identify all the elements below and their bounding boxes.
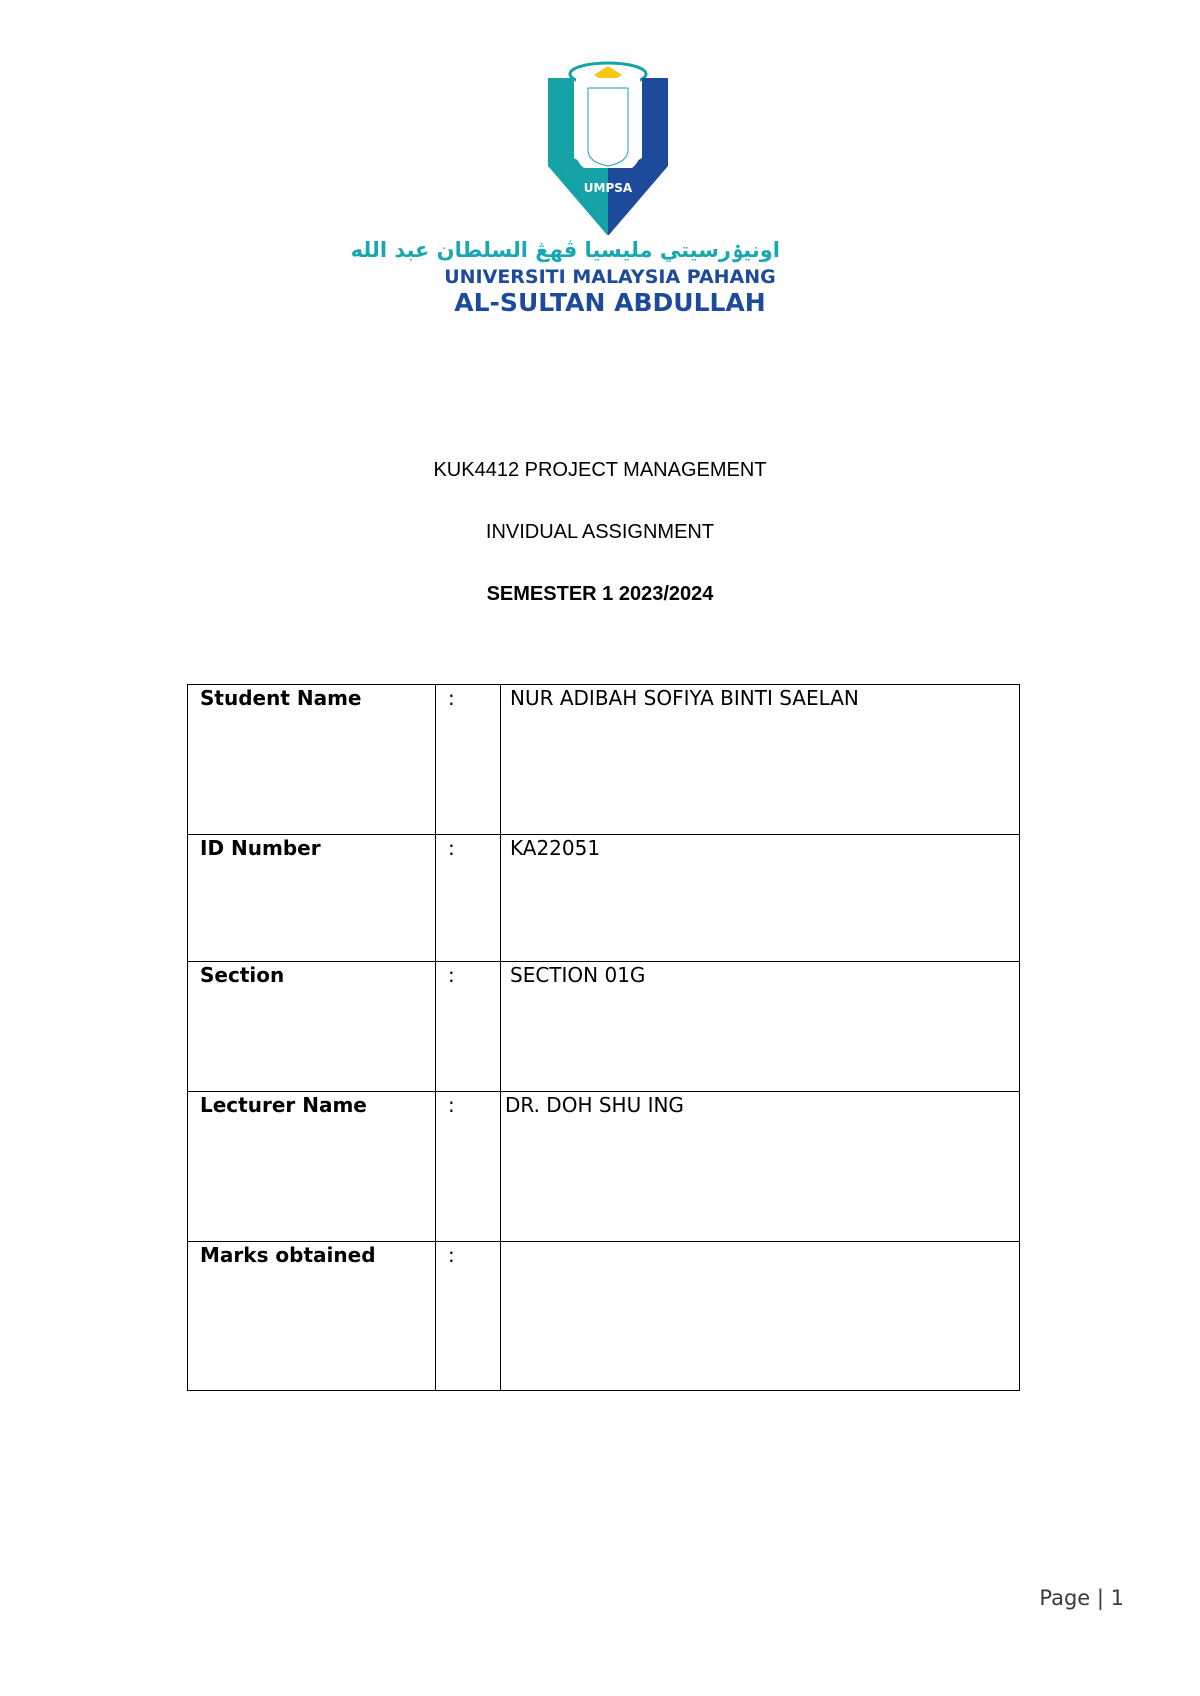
colon-separator: : xyxy=(448,1243,455,1267)
crest-badge-text: UMPSA xyxy=(583,181,633,195)
colon-separator: : xyxy=(448,686,455,710)
university-name-arabic: اونيۏرسيتي مليسيا ڤهڠ السلطان عبد الله xyxy=(350,238,780,262)
row-value-cell xyxy=(501,962,1020,1092)
table-row xyxy=(188,1092,1020,1242)
row-label-cell xyxy=(188,962,436,1092)
table-row xyxy=(188,685,1020,835)
row-label-cell xyxy=(188,685,436,835)
row-value-cell xyxy=(501,685,1020,835)
row-colon-cell xyxy=(436,1092,501,1242)
table-row xyxy=(188,962,1020,1092)
table-row xyxy=(188,1242,1020,1391)
colon-separator: : xyxy=(448,1093,455,1117)
colon-separator: : xyxy=(448,963,455,987)
row-value-cell xyxy=(501,1092,1020,1242)
lecturer-name-value: DR. DOH SHU ING xyxy=(505,1093,684,1117)
row-value-cell xyxy=(501,835,1020,962)
row-colon-cell xyxy=(436,962,501,1092)
university-name-line2: AL-SULTAN ABDULLAH xyxy=(454,288,766,317)
row-label-cell xyxy=(188,835,436,962)
table-row xyxy=(188,835,1020,962)
university-name-line1: UNIVERSITI MALAYSIA PAHANG xyxy=(444,266,776,288)
row-colon-cell xyxy=(436,1242,501,1391)
student-name-label: Student Name xyxy=(200,686,362,710)
row-label-cell xyxy=(188,1242,436,1391)
page-number: Page | 1 xyxy=(1039,1586,1124,1610)
lecturer-name-label: Lecturer Name xyxy=(200,1093,367,1117)
student-name-value: NUR ADIBAH SOFIYA BINTI SAELAN xyxy=(510,686,859,710)
semester-title: SEMESTER 1 2023/2024 xyxy=(486,583,714,605)
marks-obtained-label: Marks obtained xyxy=(200,1243,376,1267)
row-colon-cell xyxy=(436,685,501,835)
assignment-title: INVIDUAL ASSIGNMENT xyxy=(485,521,715,543)
id-number-label: ID Number xyxy=(200,836,321,860)
id-number-value: KA22051 xyxy=(510,836,601,860)
university-logo xyxy=(350,60,780,320)
row-label-cell xyxy=(188,1092,436,1242)
student-details-table xyxy=(187,684,1020,1391)
university-crest-icon xyxy=(548,60,668,235)
course-title: KUK4412 PROJECT MANAGEMENT xyxy=(433,459,767,481)
colon-separator: : xyxy=(448,836,455,860)
row-value-cell xyxy=(501,1242,1020,1391)
row-colon-cell xyxy=(436,835,501,962)
section-value: SECTION 01G xyxy=(510,963,646,987)
section-label: Section xyxy=(200,963,285,987)
